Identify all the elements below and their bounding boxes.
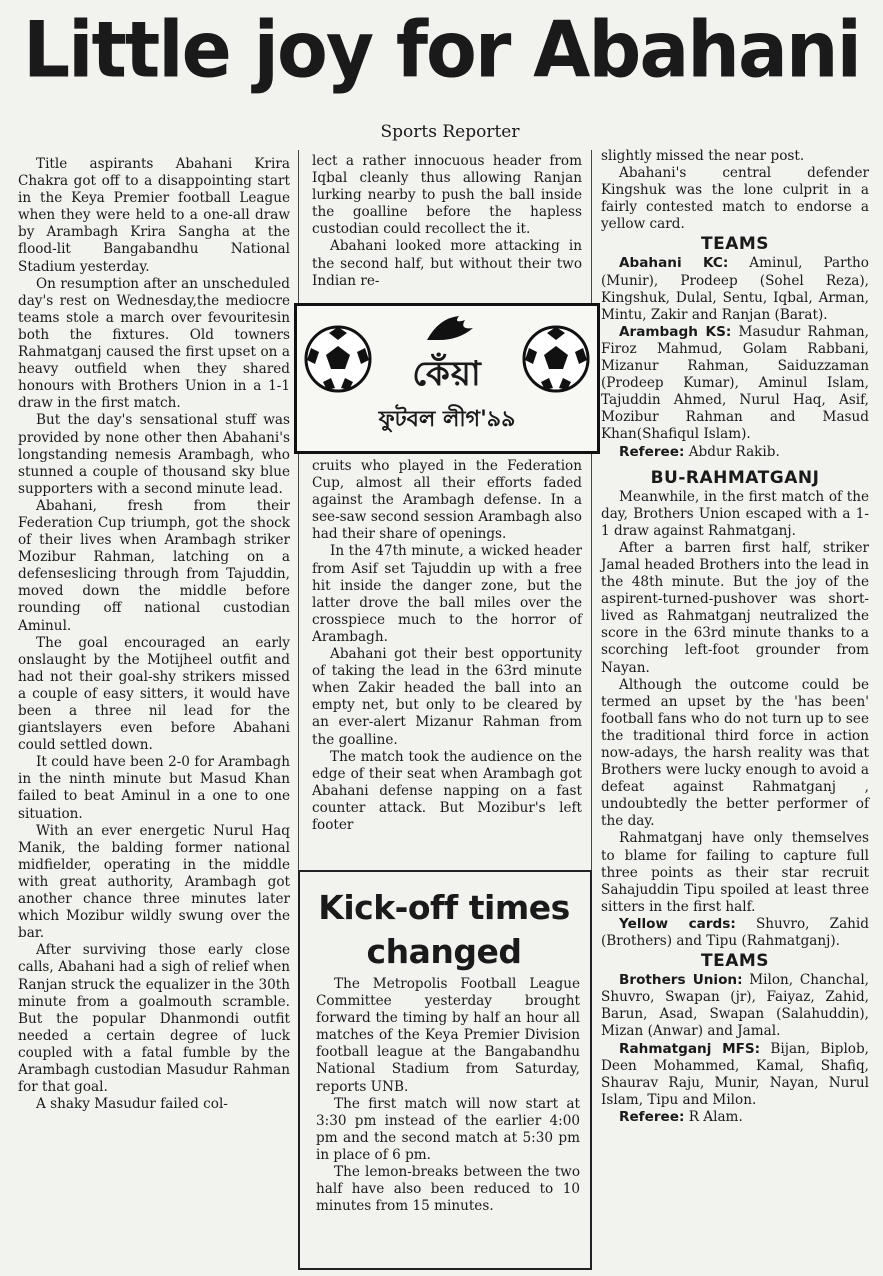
- box-title: Kick-off times changed: [318, 888, 570, 971]
- paragraph: Rahmatganj have only themselves to blame for failing to capture full three points as their star recruit Sahajuddin Tipu spoiled at least three sitters in the first half.: [601, 830, 869, 915]
- paragraph: It could have been 2-0 for Arambagh in the ninth minute but Masud Khan failed to beat Aminul in a one to one situation.: [18, 754, 290, 822]
- team-players: Milon, Chanchal, Shuvro, Swapan (jr), Faiyaz, Zahid, Barun, Asad, Swapan (Salahuddin), Mizan (Anwar) and Jamal.: [601, 972, 869, 1040]
- paragraph: Meanwhile, in the first match of the day, Brothers Union escaped with a 1-1 draw against Rahmatganj.: [601, 488, 869, 539]
- team-players: Masudur Rahman, Firoz Mahmud, Golam Rabbani, Mizanur Rahman, Saiduzzaman (Prodeep Kumar), Aminul Islam, Tajuddin Ahmed, Nurul Haq, Asif, Mozibur Rahman and Masud Khan(Shafiqul Islam).: [601, 323, 869, 443]
- article-column-3: [601, 148, 869, 1126]
- paragraph: The Metropolis Football League Committee yesterday brought forward the timing by half an hour all matches of the Keya Premier Division football league at the Bangabandhu National Stadium from Saturday, reports UNB.: [316, 976, 580, 1095]
- team-lineup: [601, 324, 869, 444]
- section-heading: BU-RAHMATGANJ: [650, 467, 820, 488]
- team-label: Abahani KC:: [619, 255, 729, 272]
- paragraph: The first match will now start at 3:30 pm instead of the earlier 4:00 pm and the second match at 5:30 pm in place of 6 pm.: [316, 1095, 580, 1163]
- team-lineup: [601, 972, 869, 1040]
- paragraph: cruits who played in the Federation Cup, almost all their efforts faded against the Arambagh defense. In a see-saw second session Arambagh also had their share of openings.: [312, 458, 582, 543]
- paragraph: A shaky Masudur failed col-: [36, 1096, 228, 1113]
- logo-subtitle: ফুটবল লীগ'৯৯: [378, 407, 516, 432]
- referee-line: [601, 1109, 869, 1126]
- paragraph: The match took the audience on the edge of their seat when Arambagh got Abahani defense napping on a fast counter attack. But Mozibur's left footer: [312, 748, 582, 833]
- bird-logo-icon: [419, 310, 479, 350]
- paragraph: Abahani got their best opportunity of taking the lead in the 63rd minute when Zakir headed the ball into an empty net, but only to be cleared by an ever-alert Mizanur Rahman from the goalline.: [312, 646, 582, 748]
- football-icon: [303, 324, 373, 394]
- yellow-cards-label: Yellow cards:: [619, 915, 736, 932]
- article-column-1: [18, 156, 290, 1113]
- paragraph: After a barren first half, striker Jamal headed Brothers into the lead in the 48th minute. But the joy of the aspirent-turned-pushover was short-lived as Rahmatganj neutralized the score in the 63rd minute thanks to a scorching left-foot grounder from Nayan.: [601, 539, 869, 676]
- yellow-cards-line: [601, 916, 869, 950]
- referee-name: R Alam.: [684, 1108, 743, 1125]
- article-column-2-bottom: [312, 458, 582, 834]
- paragraph: On resumption after an unscheduled day's rest on Wednesday,the mediocre teams stole a march over fevouritesin both the fixtures. Old towners Rahmatganj caused the first upset on a heavy outfield when they shared honours with Brothers Union in a 1-1 draw in the first match.: [18, 275, 290, 412]
- paragraph: With an ever energetic Nurul Haq Manik, the balding former national midfielder, operating in the middle with great authority, Arambagh got another chance three minutes later which Mozibur wildly swung over the bar.: [18, 822, 290, 942]
- yellow-cards-text: Shuvro, Zahid (Brothers) and Tipu (Rahmatganj).: [601, 915, 869, 950]
- byline: Sports Reporter: [380, 122, 520, 142]
- team-players: Bijan, Biplob, Deen Mohammed, Kamal, Shafiq, Shaurav Raju, Munir, Nayan, Nurul Islam, Tipu and Milon.: [601, 1040, 869, 1108]
- team-label: Brothers Union:: [619, 972, 743, 989]
- teams-heading: TEAMS: [700, 951, 770, 972]
- team-label: Arambagh KS:: [619, 323, 732, 340]
- team-players: Aminul, Partho (Munir), Prodeep (Sohel Reza), Kingshuk, Dulal, Sentu, Iqbal, Arman, Mintu, Zakir and Ranjan (Barat).: [601, 255, 869, 323]
- box-body: [316, 976, 580, 1215]
- referee-name: Abdur Rakib.: [684, 443, 780, 460]
- paragraph: slightly missed the near post.: [601, 148, 805, 164]
- football-icon: [521, 324, 591, 394]
- teams-heading: TEAMS: [700, 234, 770, 255]
- paragraph: After surviving those early close calls, Abahani had a sigh of relief when Ranjan struck the equalizer in the 30th minute from a goalmouth scramble. But the popular Dhanmondi outfit needed a certain degree of luck coupled with a fatal fumble by the Arambagh custodian Masudur Rahman for that goal.: [18, 942, 290, 1096]
- referee-label: Referee:: [619, 443, 685, 460]
- paragraph: Although the outcome could be termed an upset by the 'has been' football fans who do not turn up to see the traditional third force in action now-adays, the harsh reality was that Brothers were lucky enough to avoid a defeat against Rahmatganj , undoubtedly the better performer of the day.: [601, 676, 869, 830]
- paragraph: In the 47th minute, a wicked header from Asif set Tajuddin up with a free hit inside the danger zone, but the latter drove the ball miles over the crosspiece much to the horror of Arambagh.: [312, 543, 582, 645]
- paragraph: Abahani looked more attacking in the second half, but without their two Indian re-: [312, 238, 582, 289]
- paragraph: Title aspirants Abahani Krira Chakra got off to a disappointing start in the Keya Premier football League when they were held to a one-all draw by Arambagh Krira Sangha at the flood-lit Bangabandhu National Stadium yesterday.: [18, 156, 290, 275]
- article-column-2-top: [312, 153, 582, 290]
- referee-label: Referee:: [619, 1108, 685, 1125]
- paragraph: The lemon-breaks between the two half have also been reduced to 10 minutes from 15 minutes.: [316, 1164, 580, 1215]
- team-lineup: [601, 255, 869, 323]
- keya-league-logo: [294, 303, 600, 454]
- kickoff-times-box: [298, 870, 592, 1270]
- paragraph: lect a rather innocuous header from Iqbal cleanly thus allowing Ranjan lurking nearby to push the ball inside the goalline before the hapless custodian could recollect the it.: [312, 153, 582, 238]
- paragraph: Abahani's central defender Kingshuk was the lone culprit in a fairly contested match to endorse a yellow card.: [601, 165, 869, 233]
- team-lineup: [601, 1041, 869, 1109]
- paragraph: But the day's sensational stuff was provided by none other then Abahani's longstanding nemesis Arambagh, who stunned a couple of thousand sky blue supporters with a second minute lead.: [18, 412, 290, 497]
- logo-title: কেঁয়া: [412, 354, 482, 394]
- paragraph: Abahani, fresh from their Federation Cup triumph, got the shock of their lives when Arambagh striker Mozibur Rahman, latching on a defenseslicing through from Tajuddin, moved down the middle before rounding off national custodian Aminul.: [18, 497, 290, 634]
- referee-line: [601, 444, 869, 461]
- headline: Little joy for Abahani: [23, 4, 860, 96]
- team-label: Rahmatganj MFS:: [619, 1040, 761, 1057]
- paragraph: The goal encouraged an early onslaught by the Motijheel outfit and had not their goal-shy strikers missed a couple of easy sitters, it would have been a three nil lead for the giantslayers even before Abahani could settled down.: [18, 634, 290, 754]
